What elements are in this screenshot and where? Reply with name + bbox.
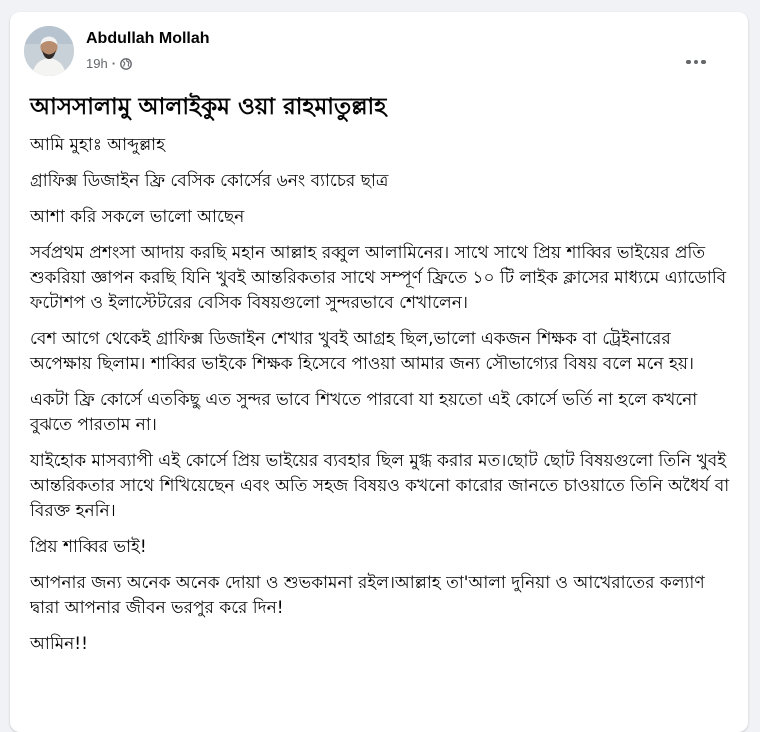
meta-separator: · [111,56,117,71]
avatar[interactable] [24,26,74,76]
post-meta [86,56,132,71]
globe-icon[interactable] [120,58,132,70]
post-paragraph: প্রিয় শাব্বির ভাই! [30,537,147,557]
post-paragraph: আপনার জন্য অনেক অনেক দোয়া ও শুভকামনা রইল।আল্লাহ তা'আলা দুনিয়া ও আখেরাতের কল্যাণ দ্বারা আপনার জীবন ভরপুর করে দিন! [30,573,705,618]
post-paragraph: গ্রাফিক্স ডিজাইন ফ্রি বেসিক কোর্সের ৬নং ব্যাচের ছাত্র [30,171,389,191]
post-time[interactable]: 19h [86,56,108,71]
more-options-icon[interactable] [678,52,714,72]
post-card [10,12,748,732]
post-headline: আসসালামু আলাইকুম ওয়া রাহমাতুল্লাহ [30,94,387,120]
post-paragraph: সর্বপ্রথম প্রশংসা আদায় করছি মহান আল্লাহ রব্বুল আলামিনের। সাথে সাথে প্রিয় শাব্বির ভাইয়ের প্রতি শুকরিয়া জ্ঞাপন করছি যিনি খুবই আন্তরিকতার সাথে সম্পূর্ণ ফ্রিতে ১০ টি লাইক ক্লাসের মাধ্যমে এ্যাডোবি ফটোশপ ও ইলাস্টেটরের বেসিক বিষয়গুলো সুন্দরভাবে শেখালেন। [30,243,727,313]
post-paragraph: একটা ফ্রি কোর্সে এতকিছু এত সুন্দর ভাবে শিখতে পারবো যা হয়তো এই কোর্সে ভর্তি না হলে কখনো বুঝতে পারতাম না। [30,390,698,435]
avatar-photo [24,26,74,76]
post-paragraph: আমিন!! [30,634,88,654]
post-paragraph: আমি মুহাঃ আব্দুল্লাহ [30,135,166,155]
author-name[interactable]: Abdullah Mollah [86,30,210,47]
post-paragraph: বেশ আগে থেকেই গ্রাফিক্স ডিজাইন শেখার খুবই আগ্রহ ছিল,ভালো একজন শিক্ষক বা ট্রেইনারের অপেক্ষায় ছিলাম। শাব্বির ভাইকে শিক্ষক হিসেবে পাওয়া আমার জন্য সৌভাগ্যের বিষয় বলে মনে হয়। [30,329,694,374]
post-paragraph: আশা করি সকলে ভালো আছেন [30,207,245,227]
post-header [24,26,724,78]
post-paragraph: যাইহোক মাসব্যাপী এই কোর্সে প্রিয় ভাইয়ের ব্যবহার ছিল মুগ্ধ করার মত।ছোট ছোট বিষয়গুলো তিনি খুবই আন্তরিকতার সাথে শিখিয়েছেন এবং অতি সহজ বিষয়ও কখনো কারোর জানতে চাওয়াতে তিনি অধৈর্য বা বিরক্ত হননি। [30,451,730,521]
post-body [30,92,730,668]
